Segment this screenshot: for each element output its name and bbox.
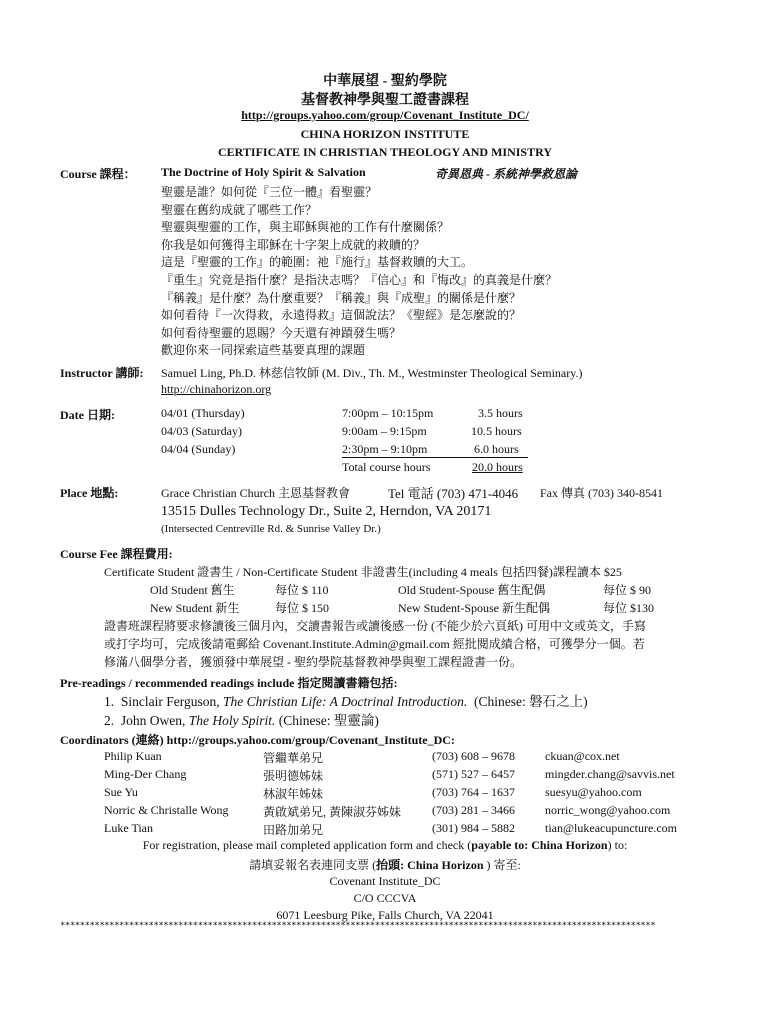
coordinator-name-cn: 管繼華弟兄	[263, 751, 324, 765]
course-description-line: 你我是如何獲得主耶穌在十字架上成就的救贖的？	[161, 237, 426, 252]
date-label: Date 日期:	[60, 408, 115, 422]
coordinator-phone: (301) 984 – 5882	[432, 821, 515, 835]
coordinator-name: Norric & Christalle Wong	[104, 803, 229, 817]
fee-note-2: 或打字均可，完成後請電郵給 Covenant.Institute.Admin@gmail.com 經批閱成績合格，可獲學分一個。若	[104, 637, 645, 651]
coordinator-name: Philip Kuan	[104, 749, 162, 763]
course-description-line: 聖靈在舊約成就了哪些工作？	[161, 202, 318, 217]
en-title-1: CHINA HORIZON INSTITUTE	[300, 127, 470, 141]
reading-title: The Christian Life: A Doctrinal Introduction.	[223, 694, 468, 709]
registration-text-cn: 請填妥報名表連同支票 (	[249, 858, 377, 872]
place-fax: Fax 傳真 (703) 340-8541	[540, 486, 663, 500]
coordinator-name-cn: 林淑年姊妹	[263, 787, 324, 801]
fee-new-spouse: New Student-Spouse 新生配偶	[398, 601, 550, 615]
coordinator-email[interactable]: suesyu@yahoo.com	[545, 785, 642, 799]
date-row-3-underline	[342, 442, 528, 458]
date-hours-2: 10.5 hours	[471, 424, 522, 438]
readings-label: Pre-readings / recommended readings include 指定閱讀書籍包括:	[60, 676, 398, 690]
coordinator-name: Sue Yu	[104, 785, 138, 799]
coordinator-name-cn: 張明德姊妹	[263, 769, 324, 783]
reading-item-2	[104, 709, 379, 729]
fee-old-student: Old Student 舊生	[150, 583, 235, 597]
instructor-url-link[interactable]: http://chinahorizon.org	[161, 382, 272, 396]
registration-text-cn: ) 寄至:	[483, 858, 521, 872]
fee-new-spouse-price: 每位 $130	[603, 601, 655, 615]
coordinator-phone: (571) 527 – 6457	[432, 767, 515, 781]
place-address: 13515 Dulles Technology Dr., Suite 2, Herndon, VA 20171	[161, 504, 492, 519]
course-description-line: 『重生』究竟是指什麼？是指決志嗎？『信心』和『悔改』的真義是什麼？	[161, 273, 558, 287]
registration-text: ) to:	[607, 838, 628, 852]
reading-title: The Holy Spirit.	[188, 713, 276, 728]
date-total-label: Total course hours	[342, 460, 431, 474]
date-day-1: 04/01 (Thursday)	[161, 406, 245, 420]
registration-text: For registration, please mail completed application form and check (	[142, 838, 472, 852]
reading-item-1	[104, 690, 588, 710]
coordinator-email[interactable]: ckuan@cox.net	[545, 749, 620, 763]
course-description-line: 『稱義』是什麼？為什麼重要？『稱義』與『成聖』的關係是什麼？	[161, 290, 522, 305]
header-url-link[interactable]: http://groups.yahoo.com/group/Covenant_Institute_DC/	[241, 108, 529, 122]
mail-address-1: Covenant Institute_DC	[329, 874, 441, 888]
instructor-label: Instructor 講師:	[60, 366, 144, 380]
fee-new-student: New Student 新生	[150, 601, 240, 615]
course-title: The Doctrine of Holy Spirit & Salvation	[161, 165, 366, 179]
course-description-line: 聖靈是誰？如何從『三位一體』看聖靈？	[161, 185, 378, 199]
place-church: Grace Christian Church 主恩基督教會	[161, 486, 350, 500]
reading-cn: (Chinese: 聖靈論)	[278, 713, 379, 728]
course-description-line: 歡迎你來一同探索這些基要真理的課題	[161, 343, 366, 358]
coordinator-email[interactable]: mingder.chang@savvis.net	[545, 767, 675, 781]
place-intersection: (Intersected Centreville Rd. & Sunrise Valley Dr.)	[161, 523, 381, 535]
fee-note-1: 證書班課程將要求修讀後三個月內，交讀書報告或讀後感一份 (不能少於六頁紙) 可用中文或英文，手寫	[104, 619, 646, 633]
reading-author: John Owen,	[120, 713, 186, 728]
coordinator-phone: (703) 608 – 9678	[432, 749, 515, 763]
course-description-line: 如何看待聖靈的恩賜？今天還有神蹟發生嗎？	[161, 325, 402, 340]
fee-label: Course Fee 課程費用:	[60, 547, 173, 561]
course-title-cn: 奇異恩典 - 系統神學救恩論	[435, 167, 577, 181]
coordinator-name: Ming-Der Chang	[104, 767, 187, 781]
course-description-line: 如何看待『一次得救，永遠得救』這個說法？《聖經》是怎麼說的？	[161, 308, 522, 323]
mail-address-3: 6071 Leesburg Pike, Falls Church, VA 22041	[276, 908, 494, 922]
coordinator-email[interactable]: norric_wong@yahoo.com	[545, 803, 671, 817]
cn-title-1: 中華展望 - 聖約學院	[323, 74, 447, 89]
fee-old-spouse: Old Student-Spouse 舊生配偶	[398, 583, 546, 597]
payable-to-cn: 抬頭: China Horizon	[376, 858, 484, 872]
en-title-2: CERTIFICATE IN CHRISTIAN THEOLOGY AND MINISTRY	[218, 145, 552, 159]
fee-intro: Certificate Student 證書生 / Non-Certificate Student 非證書生(including 4 meals 包括四餐)課程讀本 $25	[104, 565, 622, 579]
coordinator-phone: (703) 281 – 3466	[432, 803, 515, 817]
date-time-2: 9:00am – 9:15pm	[342, 424, 427, 438]
registration-line-1	[0, 838, 770, 853]
fee-old-spouse-price: 每位 $ 90	[603, 583, 652, 597]
coordinator-name: Luke Tian	[104, 821, 154, 835]
reading-author: Sinclair Ferguson,	[120, 694, 220, 709]
coordinator-email[interactable]: tian@lukeacupuncture.com	[545, 821, 677, 835]
course-label: Course 課程：	[60, 167, 136, 181]
mail-address-2: C/O CCCVA	[353, 891, 417, 905]
date-time-3: 2:30pm – 9:10pm	[342, 442, 428, 456]
coordinator-name-cn: 田路加弟兄	[263, 823, 324, 837]
fee-new-student-price: 每位 $ 150	[275, 601, 330, 615]
fee-old-student-price: 每位 $ 110	[275, 583, 329, 597]
reading-cn: (Chinese: 磐石之上)	[474, 694, 588, 709]
date-day-2: 04/03 (Saturday)	[161, 424, 242, 438]
coordinator-name-cn: 黃啟斌弟兄, 黃陳淑芬姊妹	[263, 805, 402, 819]
place-tel: Tel 電話 (703) 471-4046	[388, 486, 519, 501]
reading-num: 1.	[104, 694, 115, 709]
date-total-value: 20.0 hours	[472, 460, 523, 474]
date-day-3: 04/04 (Sunday)	[161, 442, 236, 456]
date-hours-3: 6.0 hours	[474, 442, 519, 456]
coordinators-label: Coordinators (連絡) http://groups.yahoo.com/group/Covenant_Institute_DC:	[60, 733, 455, 747]
instructor-text: Samuel Ling, Ph.D. 林慈信牧師 (M. Div., Th. M., Westminster Theological Seminary.)	[161, 366, 583, 380]
course-description-line: 這是『聖靈的工作』的範圍：祂『施行』基督救贖的大工。	[161, 255, 474, 270]
registration-line-2	[0, 856, 770, 873]
course-description-line: 聖靈與聖靈的工作，與主耶穌與祂的工作有什麼關係？	[161, 220, 450, 235]
date-hours-1: 3.5 hours	[478, 406, 523, 420]
place-label: Place 地點:	[60, 486, 119, 500]
reading-num: 2.	[104, 713, 115, 728]
date-time-1: 7:00pm – 10:15pm	[342, 406, 434, 420]
fee-note-3: 修滿八個學分者，獲頒發中華展望 - 聖約學院基督教神學與聖工課程證書一份。	[104, 655, 522, 669]
payable-to: payable to: China Horizon	[471, 838, 608, 852]
cn-title-2: 基督教神學與聖工證書課程	[301, 93, 469, 108]
divider-stars: *************************************************************************************************************************	[60, 921, 656, 931]
coordinator-phone: (703) 764 – 1637	[432, 785, 515, 799]
